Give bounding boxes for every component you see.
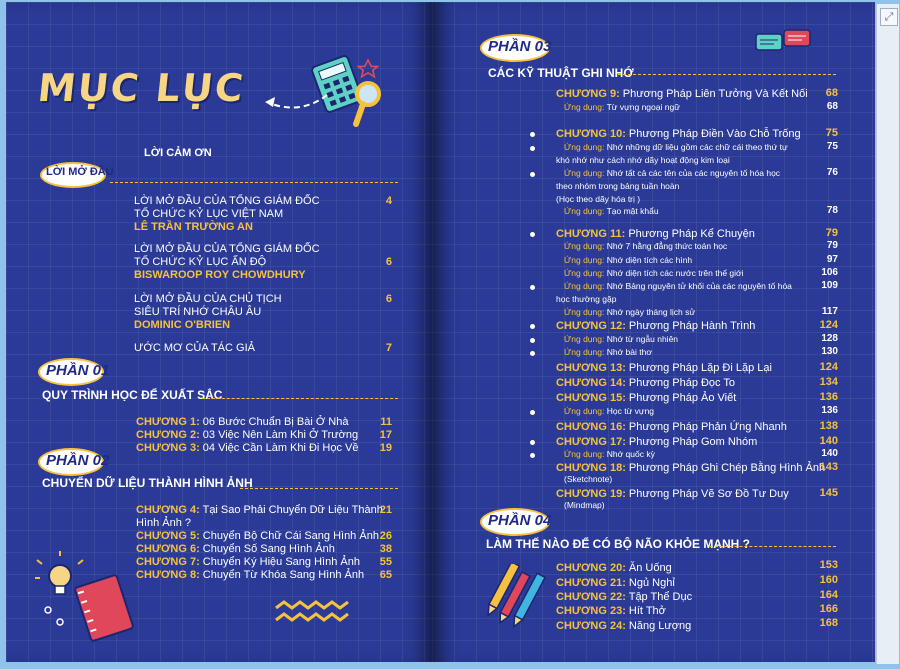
page-number: 164 bbox=[819, 589, 838, 601]
page-number: 128 bbox=[821, 333, 838, 344]
page-number: 7 bbox=[385, 342, 392, 354]
page-number: 160 bbox=[819, 574, 838, 586]
left-page bbox=[6, 2, 432, 662]
chapter-row: CHƯƠNG 14: Phương Pháp Đọc To bbox=[556, 377, 736, 389]
foreword-line: SIÊU TRÍ NHỚ CHÂU ÂU bbox=[134, 306, 262, 318]
page-number: 11 bbox=[380, 416, 392, 428]
chapter-row: CHƯƠNG 10: Phương Pháp Điền Vào Chỗ Trống bbox=[556, 128, 801, 140]
application-row: Ứng dụng: Nhớ Bảng nguyên tử khối của các nguyên tố hóa bbox=[564, 281, 792, 291]
chat-bubbles-icon bbox=[754, 28, 814, 56]
foreword-line: LỜI MỞ ĐẦU CỦA TỔNG GIÁM ĐỐC bbox=[134, 195, 320, 207]
list-bullet bbox=[530, 453, 535, 458]
page-number: 130 bbox=[821, 346, 838, 357]
application-row: Ứng dụng: Tạo mật khẩu bbox=[564, 206, 659, 216]
page-number: 143 bbox=[819, 461, 838, 473]
page-number: 21 bbox=[379, 504, 392, 516]
foreword-name: DOMINIC O'BRIEN bbox=[134, 319, 231, 331]
page-number: 6 bbox=[385, 256, 392, 268]
page-number: 75 bbox=[826, 141, 838, 152]
part2-badge bbox=[38, 448, 110, 474]
list-bullet bbox=[530, 146, 535, 151]
loi-mo-dau-heading: LỜI MỞ ĐẦU bbox=[46, 166, 114, 178]
loi-cam-on: LỜI CẢM ƠN bbox=[144, 147, 212, 159]
chapter-row: CHƯƠNG 18: Phương Pháp Ghi Chép Bằng Hình Ảnh bbox=[556, 462, 826, 474]
page-number: 168 bbox=[819, 617, 838, 629]
pencils-icon bbox=[486, 564, 546, 628]
part1-badge bbox=[38, 358, 110, 384]
chapter-row: CHƯƠNG 4: Tại Sao Phải Chuyển Dữ Liệu Thành bbox=[136, 504, 383, 516]
page-number: 26 bbox=[379, 530, 392, 542]
application-row: Ứng dụng: Nhớ ngày tháng lịch sử bbox=[564, 307, 696, 317]
list-bullet bbox=[530, 351, 535, 356]
chapter-row: CHƯƠNG 20: Ăn Uống bbox=[556, 562, 672, 574]
chapter-row: CHƯƠNG 6: Chuyển Số Sang Hình Ảnh bbox=[136, 543, 335, 555]
chapter-row: CHƯƠNG 11: Phương Pháp Kể Chuyện bbox=[556, 228, 755, 240]
list-bullet bbox=[530, 440, 535, 445]
page-number: 79 bbox=[825, 227, 838, 239]
page-number: 68 bbox=[825, 87, 838, 99]
chapter-row: CHƯƠNG 8: Chuyển Từ Khóa Sang Hình Ảnh bbox=[136, 569, 365, 581]
application-row: Ứng dụng: Nhớ diện tích các hình bbox=[564, 255, 693, 265]
foreword-name: BISWAROOP ROY CHOWDHURY bbox=[134, 269, 306, 281]
chapter-note: (Mindmap) bbox=[564, 500, 605, 510]
chapter-note: (Sketchnote) bbox=[564, 474, 613, 484]
application-row: Ứng dụng: Nhớ 7 hằng đẳng thức toán học bbox=[564, 241, 728, 251]
uoc-mo-label: ƯỚC MƠ CỦA TÁC GIẢ bbox=[134, 342, 255, 354]
page-number: 138 bbox=[819, 420, 838, 432]
list-bullet bbox=[530, 285, 535, 290]
application-row: Ứng dụng: Nhớ bài thơ bbox=[564, 347, 652, 357]
chapter-row: CHƯƠNG 12: Phương Pháp Hành Trình bbox=[556, 320, 756, 332]
part3-badge bbox=[480, 34, 552, 62]
page-number: 38 bbox=[379, 543, 392, 555]
page-number: 6 bbox=[385, 293, 392, 305]
page-number: 19 bbox=[379, 442, 392, 454]
page-number: 124 bbox=[819, 319, 838, 331]
page-number: 145 bbox=[819, 487, 838, 499]
list-bullet bbox=[530, 324, 535, 329]
application-row-cont: (Học theo dãy hóa trị ) bbox=[556, 194, 641, 204]
application-row: Ứng dụng: Nhớ tất cả các tên của các nguyên tố hóa học bbox=[564, 168, 781, 178]
page-number: 124 bbox=[819, 361, 838, 373]
application-row: Ứng dụng: Nhớ quốc kỳ bbox=[564, 449, 655, 459]
zigzag-decoration bbox=[274, 598, 354, 628]
foreword-line: TỔ CHỨC KỶ LỤC VIỆT NAM bbox=[134, 208, 284, 220]
page-number: 55 bbox=[379, 556, 392, 568]
application-row-cont: khó nhớ như cách nhớ dãy hoạt động kim loại bbox=[556, 155, 730, 165]
arrow-icon bbox=[261, 87, 331, 117]
light-bulb-icon bbox=[34, 550, 144, 650]
application-row: Ứng dụng: Học từ vựng bbox=[564, 406, 655, 416]
page-number: 79 bbox=[826, 240, 838, 251]
chapter-row: CHƯƠNG 21: Ngủ Nghỉ bbox=[556, 577, 675, 589]
application-row: Ứng dụng: Từ vựng ngoại ngữ bbox=[564, 102, 680, 112]
chapter-row: CHƯƠNG 13: Phương Pháp Lặp Đi Lặp Lại bbox=[556, 362, 772, 374]
page-number: 140 bbox=[819, 435, 838, 447]
page-number: 4 bbox=[385, 195, 392, 207]
chapter-row: CHƯƠNG 3: 04 Việc Cần Làm Khi Đi Học Về bbox=[136, 442, 359, 454]
page-number: 68 bbox=[826, 101, 838, 112]
page-number: 75 bbox=[825, 127, 838, 139]
page-title: MỤC LỤC bbox=[35, 66, 248, 110]
chapter-row: CHƯƠNG 16: Phương Pháp Phản Ứng Nhanh bbox=[556, 421, 787, 433]
list-bullet bbox=[530, 172, 535, 177]
application-row: Ứng dụng: Nhớ diện tích các nước trên thế giới bbox=[564, 268, 744, 278]
loi-mo-dau-badge bbox=[40, 162, 114, 188]
application-row: Ứng dụng: Nhớ từ ngẫu nhiên bbox=[564, 334, 679, 344]
foreword-line: LỜI MỞ ĐẦU CỦA CHỦ TỊCH bbox=[134, 293, 282, 305]
list-bullet bbox=[530, 132, 535, 137]
chapter-row: CHƯƠNG 17: Phương Pháp Gom Nhóm bbox=[556, 436, 758, 448]
page-number: 136 bbox=[819, 391, 838, 403]
foreword-name: LÊ TRẦN TRƯỜNG AN bbox=[134, 221, 253, 233]
page-number: 166 bbox=[819, 603, 838, 615]
page-number: 117 bbox=[821, 306, 838, 317]
page-number: 134 bbox=[819, 376, 838, 388]
chapter-row: CHƯƠNG 9: Phương Pháp Liên Tưởng Và Kết Nối bbox=[556, 88, 808, 100]
chapter-row: CHƯƠNG 19: Phương Pháp Vẽ Sơ Đồ Tư Duy bbox=[556, 488, 789, 500]
chapter-row: CHƯƠNG 24: Năng Lượng bbox=[556, 620, 692, 632]
part1-badge-text: PHẦN 01 bbox=[46, 362, 110, 379]
page-number: 136 bbox=[821, 405, 838, 416]
page-number: 17 bbox=[379, 429, 392, 441]
fit-page-icon[interactable]: ⤢ bbox=[880, 8, 898, 26]
page-number: 97 bbox=[826, 254, 838, 265]
page-number: 109 bbox=[821, 280, 838, 291]
part4-badge-text: PHẦN 04 bbox=[488, 512, 552, 529]
chapter-title-cont: Hình Ảnh ? bbox=[136, 517, 192, 529]
chapter-row: CHƯƠNG 1: 06 Bước Chuẩn Bị Bài Ở Nhà bbox=[136, 416, 349, 428]
chapter-row: CHƯƠNG 7: Chuyển Ký Hiệu Sang Hình Ảnh bbox=[136, 556, 360, 568]
list-bullet bbox=[530, 338, 535, 343]
scrollbar[interactable] bbox=[876, 4, 899, 664]
page-number: 140 bbox=[821, 448, 838, 459]
part2-heading: CHUYỂN DỮ LIỆU THÀNH HÌNH ẢNH bbox=[42, 476, 253, 490]
part3-badge-text: PHẦN 03 bbox=[488, 38, 552, 55]
list-bullet bbox=[530, 410, 535, 415]
page-number: 65 bbox=[379, 569, 392, 581]
application-row-cont: học thường gặp bbox=[556, 294, 617, 304]
part3-heading: CÁC KỸ THUẬT GHI NHỚ bbox=[488, 66, 634, 80]
page-number: 78 bbox=[826, 205, 838, 216]
chapter-row: CHƯƠNG 5: Chuyển Bộ Chữ Cái Sang Hình Ảnh bbox=[136, 530, 379, 542]
foreword-line: LỜI MỞ ĐẦU CỦA TỔNG GIÁM ĐỐC bbox=[134, 243, 320, 255]
page-number: 153 bbox=[819, 559, 838, 571]
part4-heading: LÀM THẾ NÀO ĐỂ CÓ BỘ NÃO KHỎE MẠNH ? bbox=[486, 537, 750, 551]
part4-badge bbox=[480, 508, 552, 536]
part1-heading: QUY TRÌNH HỌC ĐỂ XUẤT SẮC bbox=[42, 388, 223, 402]
application-row-cont: theo nhóm trong bảng tuần hoàn bbox=[556, 181, 680, 191]
list-bullet bbox=[530, 232, 535, 237]
chapter-row: CHƯƠNG 22: Tập Thể Dục bbox=[556, 591, 693, 603]
foreword-line: TỔ CHỨC KỶ LỤC ẤN ĐỘ bbox=[134, 256, 267, 268]
part2-badge-text: PHẦN 02 bbox=[46, 452, 110, 469]
application-row: Ứng dụng: Nhớ những dữ liệu gồm các chữ cái theo thứ tự bbox=[564, 142, 788, 152]
chapter-row: CHƯƠNG 23: Hít Thở bbox=[556, 605, 666, 617]
right-page bbox=[432, 2, 875, 662]
chapter-row: CHƯƠNG 2: 03 Việc Nên Làm Khi Ở Trường bbox=[136, 429, 359, 441]
chapter-row: CHƯƠNG 15: Phương Pháp Ảo Viết bbox=[556, 392, 737, 404]
page-number: 106 bbox=[821, 267, 838, 278]
page-number: 76 bbox=[826, 167, 838, 178]
